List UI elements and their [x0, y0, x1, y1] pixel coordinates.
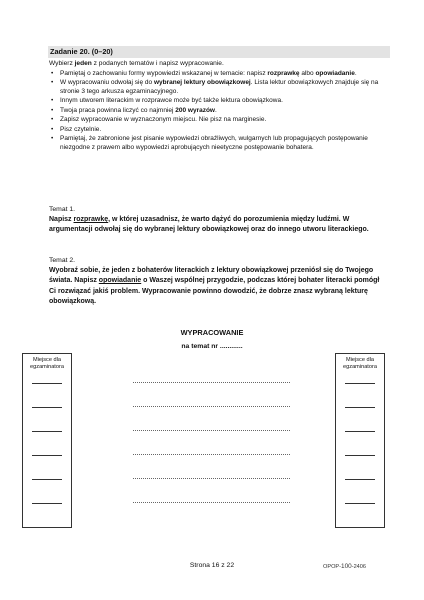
examiner-score-line — [32, 431, 62, 432]
examiner-label: Miejsce dla egzaminatora — [343, 357, 377, 370]
page-number: Strona 16 z 22 — [189, 562, 235, 569]
rule-item: • Pisz czytelnie. — [51, 125, 102, 133]
examiner-margin-left — [22, 353, 72, 528]
writing-line[interactable] — [133, 454, 290, 455]
examiner-score-line — [345, 455, 375, 456]
examiner-score-line — [32, 407, 62, 408]
rule-item: • Pamiętaj o zachowaniu formy wypowiedzi wskazanej w temacie: napisz rozprawkę albo opowiadanie. — [51, 70, 357, 77]
examiner-score-line — [32, 455, 62, 456]
examiner-margin-right — [335, 353, 385, 528]
topic-1-body: Napisz rozprawkę, w której uzasadnisz, że warto dążyć do porozumienia między ludźmi. W argumentacji odwołaj się do wybranej lektury obowiązkowej oraz do innego utworu literackiego. — [49, 216, 369, 234]
task-header: Zadanie 20. (0–20) — [48, 46, 390, 58]
writing-line[interactable] — [133, 382, 290, 383]
examiner-score-line — [32, 479, 62, 480]
rule-item: • Twoja praca powinna liczyć co najmniej 200 wyrazów. — [51, 106, 217, 114]
examiner-label: Miejsce dla egzaminatora — [30, 357, 64, 370]
bullet-icon: • — [51, 125, 54, 133]
bullet-icon: • — [51, 97, 54, 105]
essay-title: WYPRACOWANIE — [180, 328, 244, 337]
topic-2-title: Temat 2. — [49, 257, 76, 264]
writing-line[interactable] — [133, 406, 290, 407]
rule-item: • Pamiętaj, że zabronione jest pisanie wypowiedzi obraźliwych, wulgarnych lub propagujących postępowanie niezgodne z prawem albo wypowiedzi aprobujących nieetyczne postępowanie bohatera. — [51, 134, 368, 151]
topic-2-body: Wyobraź sobie, że jeden z bohaterów literackich z lektury obowiązkowej przeniósł się do Twojego świata. Napisz opowiadanie o Waszej wspólnej przygodzie, podczas której bohater literacki pomógł Ci rozwiązać jakiś problem. Wypracowanie powinno dowodzić, że dobrze znasz wybraną lekturę obowiązkową. — [49, 267, 380, 306]
writing-line[interactable] — [133, 430, 290, 431]
bullet-icon: • — [51, 79, 54, 87]
task-instruction: Wybierz jeden z podanych tematów i napisz wypracowanie. — [49, 60, 224, 67]
examiner-score-line — [345, 503, 375, 504]
examiner-score-line — [32, 383, 62, 384]
bullet-icon: • — [51, 70, 54, 77]
topic-1-title: Temat 1. — [49, 206, 76, 213]
examiner-score-line — [32, 503, 62, 504]
examiner-score-line — [345, 383, 375, 384]
essay-topic-number: na temat nr ............ — [181, 343, 243, 350]
exam-code: OPOP-100-2406 — [323, 563, 367, 570]
rule-item: • Zapisz wypracowanie w wyznaczonym miejscu. Nie pisz na marginesie. — [51, 116, 267, 124]
examiner-score-line — [345, 479, 375, 480]
writing-line[interactable] — [133, 502, 290, 503]
rule-item: • Innym utworem literackim w rozprawce może być także lektura obowiązkowa. — [51, 97, 283, 105]
examiner-score-line — [345, 407, 375, 408]
writing-line[interactable] — [133, 478, 290, 479]
bullet-icon: • — [51, 134, 54, 142]
rule-item: • W wypracowaniu odwołaj się do wybranej lektury obowiązkowej. Lista lektur obowiązkowych znajduje się na stronie 3 tego arkusza egzaminacyjnego. — [51, 79, 379, 95]
bullet-icon: • — [51, 116, 54, 124]
rules-list — [49, 70, 379, 153]
bullet-icon: • — [51, 106, 54, 114]
examiner-score-line — [345, 431, 375, 432]
